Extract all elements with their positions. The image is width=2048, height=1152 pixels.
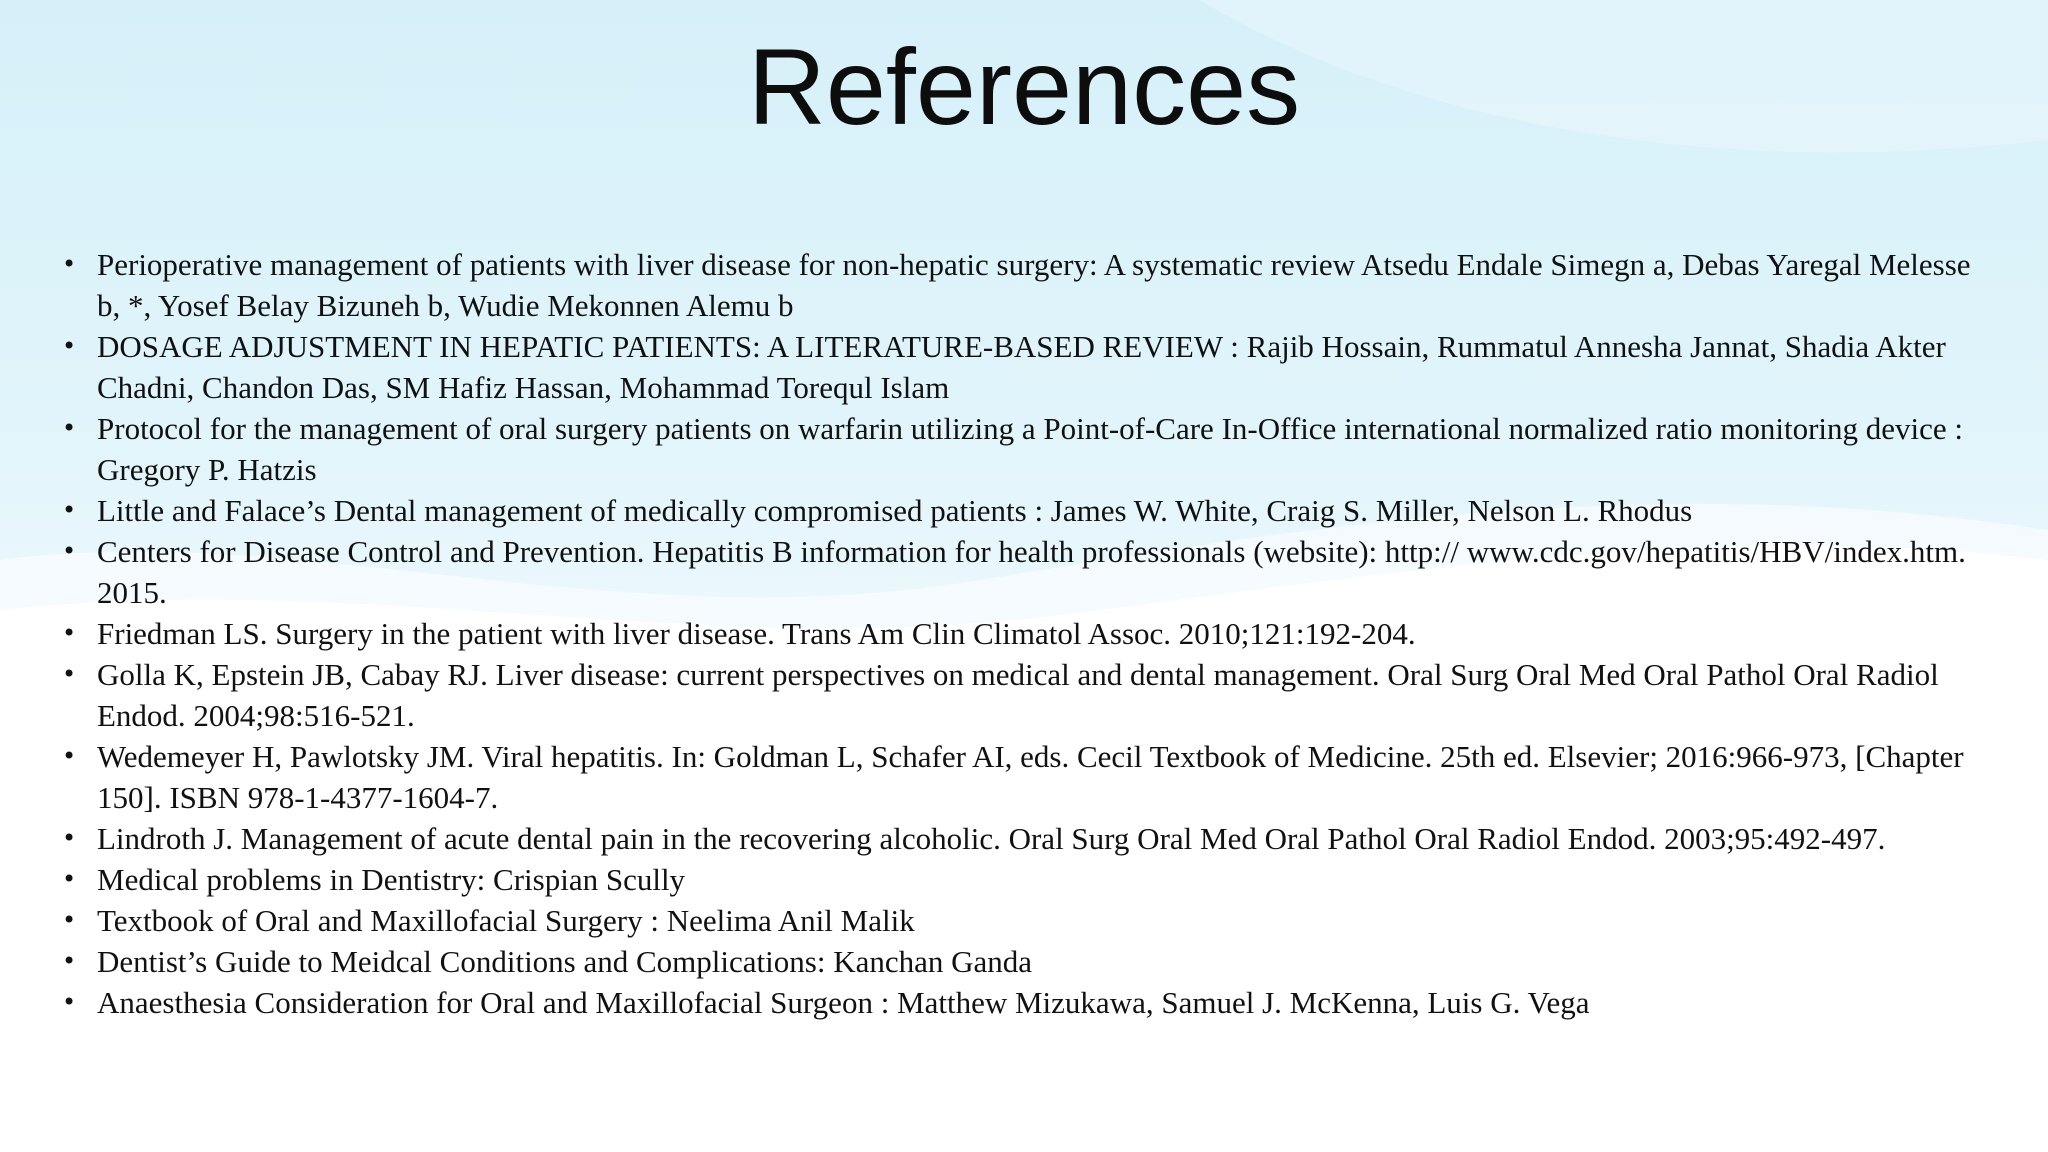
reference-text: Medical problems in Dentistry: Crispian Scully bbox=[97, 862, 686, 897]
reference-item bbox=[60, 531, 2000, 613]
reference-item bbox=[60, 900, 2000, 941]
bullet-icon: • bbox=[62, 660, 77, 688]
bullet-icon: • bbox=[62, 619, 77, 647]
reference-text: Little and Falace’s Dental management of medically compromised patients : James W. White, Craig S. Miller, Nelson L. Rhodus bbox=[97, 493, 1693, 528]
bullet-icon: • bbox=[62, 865, 77, 893]
reference-text: Lindroth J. Management of acute dental pain in the recovering alcoholic. Oral Surg Oral Med Oral Pathol Oral Radiol Endod. 2003;95:492-497. bbox=[97, 821, 1886, 856]
bullet-icon: • bbox=[62, 414, 77, 442]
bullet-icon: • bbox=[62, 332, 77, 360]
reference-item bbox=[60, 736, 2000, 818]
bullet-icon: • bbox=[62, 906, 77, 934]
reference-text: Anaesthesia Consideration for Oral and Maxillofacial Surgeon : Matthew Mizukawa, Samuel J. McKenna, Luis G. Vega bbox=[97, 985, 1590, 1020]
reference-item bbox=[60, 613, 2000, 654]
bullet-icon: • bbox=[62, 988, 77, 1016]
bullet-icon: • bbox=[62, 496, 77, 524]
bullet-icon: • bbox=[62, 742, 77, 770]
reference-item bbox=[60, 941, 2000, 982]
reference-text: Dentist’s Guide to Meidcal Conditions and Complications: Kanchan Ganda bbox=[97, 944, 1033, 979]
reference-text: Friedman LS. Surgery in the patient with liver disease. Trans Am Clin Climatol Assoc. 2010;121:192-204. bbox=[97, 616, 1416, 651]
bullet-icon: • bbox=[62, 250, 77, 278]
reference-item bbox=[60, 244, 2000, 326]
bullet-icon: • bbox=[62, 947, 77, 975]
reference-text: Centers for Disease Control and Prevention. Hepatitis B information for health professionals (website): http:// www.cdc.gov/hepatitis/HBV/index.htm. 2015. bbox=[97, 534, 1966, 610]
reference-item bbox=[60, 654, 2000, 736]
references-list bbox=[60, 244, 2000, 1023]
reference-item bbox=[60, 326, 2000, 408]
slide-title: References bbox=[747, 26, 1301, 147]
reference-text: Protocol for the management of oral surgery patients on warfarin utilizing a Point-of-Care In-Office international normalized ratio monitoring device : Gregory P. Hatzis bbox=[97, 411, 1964, 487]
reference-text: Golla K, Epstein JB, Cabay RJ. Liver disease: current perspectives on medical and dental management. Oral Surg Oral Med Oral Pathol Oral Radiol Endod. 2004;98:516-521. bbox=[97, 657, 1939, 733]
reference-text: DOSAGE ADJUSTMENT IN HEPATIC PATIENTS: A LITERATURE-BASED REVIEW : Rajib Hossain, Rummatul Annesha Jannat, Shadia Akter Chadni, Chandon Das, SM Hafiz Hassan, Mohammad Torequl Islam bbox=[97, 329, 1946, 405]
reference-item bbox=[60, 818, 2000, 859]
bullet-icon: • bbox=[62, 824, 77, 852]
reference-item bbox=[60, 490, 2000, 531]
reference-text: Textbook of Oral and Maxillofacial Surgery : Neelima Anil Malik bbox=[97, 903, 915, 938]
reference-item bbox=[60, 982, 2000, 1023]
bullet-icon: • bbox=[62, 537, 77, 565]
reference-text: Perioperative management of patients with liver disease for non-hepatic surgery: A systematic review Atsedu Endale Simegn a, Debas Yaregal Melesse b, *, Yosef Belay Bizuneh b, Wudie Mekonnen Alemu b bbox=[97, 247, 1971, 323]
reference-item bbox=[60, 408, 2000, 490]
reference-text: Wedemeyer H, Pawlotsky JM. Viral hepatitis. In: Goldman L, Schafer AI, eds. Cecil Textbook of Medicine. 25th ed. Elsevier; 2016:966-973, [Chapter 150]. ISBN 978-1-4377-1604-7. bbox=[97, 739, 1964, 815]
reference-item bbox=[60, 859, 2000, 900]
